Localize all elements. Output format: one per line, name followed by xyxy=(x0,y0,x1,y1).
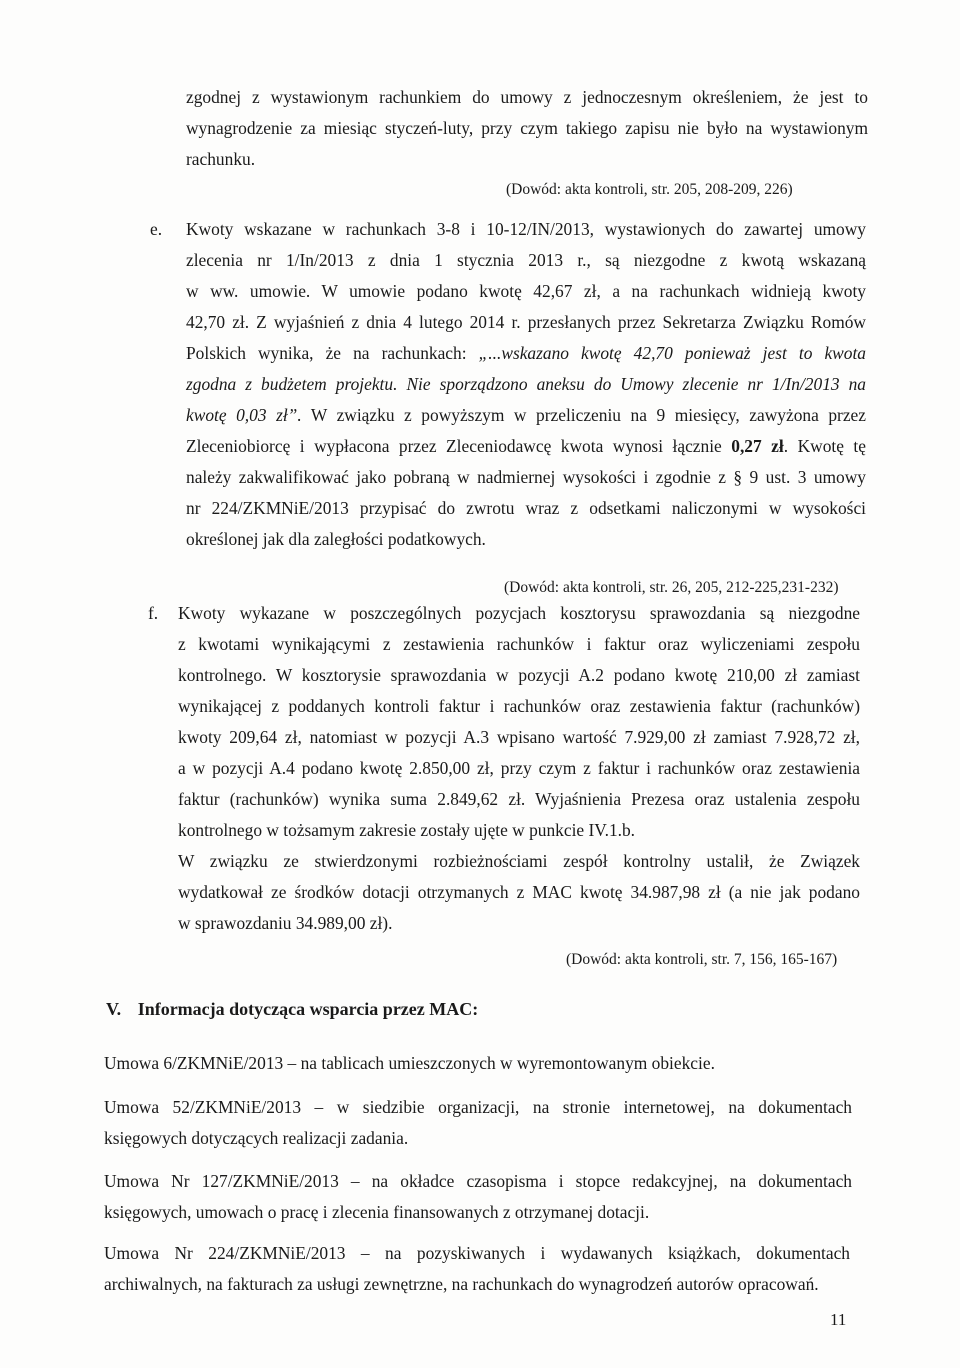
text-line: a w pozycji A.4 podano kwotę 2.850,00 zł, przy czym z faktur i rachunków oraz zestawienia xyxy=(178,758,860,778)
text-line: kontrolnego w tożsamym zakresie zostały ujęte w punkcie IV.1.b. xyxy=(178,820,636,840)
text-line: kwoty 209,64 zł, natomiast w pozycji A.3 wpisano wartość 7.929,00 zł zamiast 7.928,72 zł, xyxy=(178,727,860,747)
text-line: zgodnej z wystawionym rachunkiem do umowy z jednoczesnym określeniem, że jest to xyxy=(186,87,868,107)
overpaid-amount: 0,27 zł xyxy=(731,436,784,456)
text-line: Umowa 52/ZKMNiE/2013 – w siedzibie organizacji, na stronie internetowej, na dokumentach xyxy=(104,1097,852,1117)
evidence-reference: (Dowód: akta kontroli, str. 7, 156, 165-167) xyxy=(566,951,838,968)
item-marker-e: e. xyxy=(150,219,163,239)
quoted-explanation: kwotę 0,03 zł”. xyxy=(186,405,302,425)
text-line: rachunku. xyxy=(186,149,256,169)
text-line: Umowa Nr 127/ZKMNiE/2013 – na okładce czasopisma i stopce redakcyjnej, na dokumentach xyxy=(104,1171,852,1191)
section-title: Informacja dotycząca wsparcia przez MAC: xyxy=(137,999,479,1019)
text-line: z kwotami wynikającymi z zestawienia rachunków i faktur oraz wyliczeniami zespołu xyxy=(178,634,860,654)
agreement-paragraph xyxy=(104,1092,852,1154)
text-line xyxy=(186,338,866,369)
text-line: kontrolnego. W kosztorysie sprawozdania w pozycji A.2 podano kwotę 210,00 zł zamiast xyxy=(178,665,860,685)
text-run: . Kwotę tę xyxy=(783,436,866,456)
text-line: Kwoty wykazane w poszczególnych pozycjach kosztorysu sprawozdania są niezgodne xyxy=(178,603,860,623)
agreement-paragraph xyxy=(104,1238,850,1300)
text-line: w ww. umowie. W umowie podano kwotę 42,67 zł, a na rachunkach widnieją kwoty xyxy=(186,281,866,301)
text-line: określonej jak dla zaległości podatkowych. xyxy=(186,529,486,549)
text-line xyxy=(186,431,866,462)
text-line: W związku ze stwierdzonymi rozbieżnościami zespół kontrolny ustalił, że Związek xyxy=(178,851,860,871)
text-run: Zleceniobiorcę i wypłacona przez Zleceniodawcę kwota wynosi łącznie xyxy=(186,436,732,456)
item-d-continuation xyxy=(186,82,868,175)
text-line: księgowych dotyczących realizacji zadania. xyxy=(104,1128,409,1148)
quoted-explanation: „...wskazano kwotę 42,70 ponieważ jest to kwota xyxy=(478,343,866,363)
text-line: archiwalnych, na fakturach za usługi zewnętrzne, na rachunkach do wynagrodzeń autorów opracowań. xyxy=(104,1274,819,1294)
text-line: zlecenia nr 1/In/2013 z dnia 1 stycznia 2013 r., są niezgodne z kwotą wskazaną xyxy=(186,250,866,270)
evidence-reference: (Dowód: akta kontroli, str. 205, 208-209, 226) xyxy=(506,181,793,198)
text-line: Umowa 6/ZKMNiE/2013 – na tablicach umieszczonych w wyremontowanym obiekcie. xyxy=(104,1053,715,1073)
quoted-explanation-line: zgodna z budżetem projektu. Nie sporządzono aneksu do Umowy zlecenie nr 1/In/2013 na xyxy=(186,374,866,394)
item-e-text xyxy=(186,214,866,555)
item-f-text xyxy=(178,598,860,939)
text-line: 42,70 zł. Z wyjaśnień z dnia 4 lutego 2014 r. przesłanych przez Sekretarza Związku Romów xyxy=(186,312,866,332)
text-run: Polskich wynika, że na rachunkach: xyxy=(186,343,479,363)
text-line: wynagrodzenie za miesiąc styczeń-luty, przy czym takiego zapisu nie było na wystawionym xyxy=(186,118,868,138)
section-number: V. xyxy=(106,999,122,1019)
text-line: wydatkował ze środków dotacji otrzymanych z MAC kwotę 34.987,98 zł (a nie jak podano xyxy=(178,882,860,902)
text-run: W związku z powyższym w przeliczeniu na 9 miesięcy, zawyżona przez xyxy=(301,405,866,425)
text-line: nr 224/ZKMNiE/2013 przypisać do zwrotu wraz z odsetkami naliczonymi w wysokości xyxy=(186,498,866,518)
item-marker-f: f. xyxy=(148,603,159,623)
page-number: 11 xyxy=(830,1310,847,1329)
text-line: Kwoty wskazane w rachunkach 3-8 i 10-12/IN/2013, wystawionych do zawartej umowy xyxy=(186,219,866,239)
text-line: należy zakwalifikować jako pobraną w nadmiernej wysokości i zgodnie z § 9 ust. 3 umowy xyxy=(186,467,866,487)
evidence-reference: (Dowód: akta kontroli, str. 26, 205, 212-225,231-232) xyxy=(504,579,839,596)
text-line: w sprawozdaniu 34.989,00 zł). xyxy=(178,913,393,933)
section-heading xyxy=(106,999,478,1020)
text-line xyxy=(186,400,866,431)
agreement-paragraph xyxy=(104,1048,850,1079)
text-line: księgowych, umowach o pracę i zlecenia finansowanych z otrzymanej dotacji. xyxy=(104,1202,650,1222)
text-line: Umowa Nr 224/ZKMNiE/2013 – na pozyskiwanych i wydawanych książkach, dokumentach xyxy=(104,1243,850,1263)
agreement-paragraph xyxy=(104,1166,852,1228)
text-line: wynikającej z poddanych kontroli faktur i rachunków oraz zestawienia faktur (rachunków) xyxy=(178,696,860,716)
text-line: faktur (rachunków) wynika suma 2.849,62 zł. Wyjaśnienia Prezesa oraz ustalenia zespołu xyxy=(178,789,860,809)
